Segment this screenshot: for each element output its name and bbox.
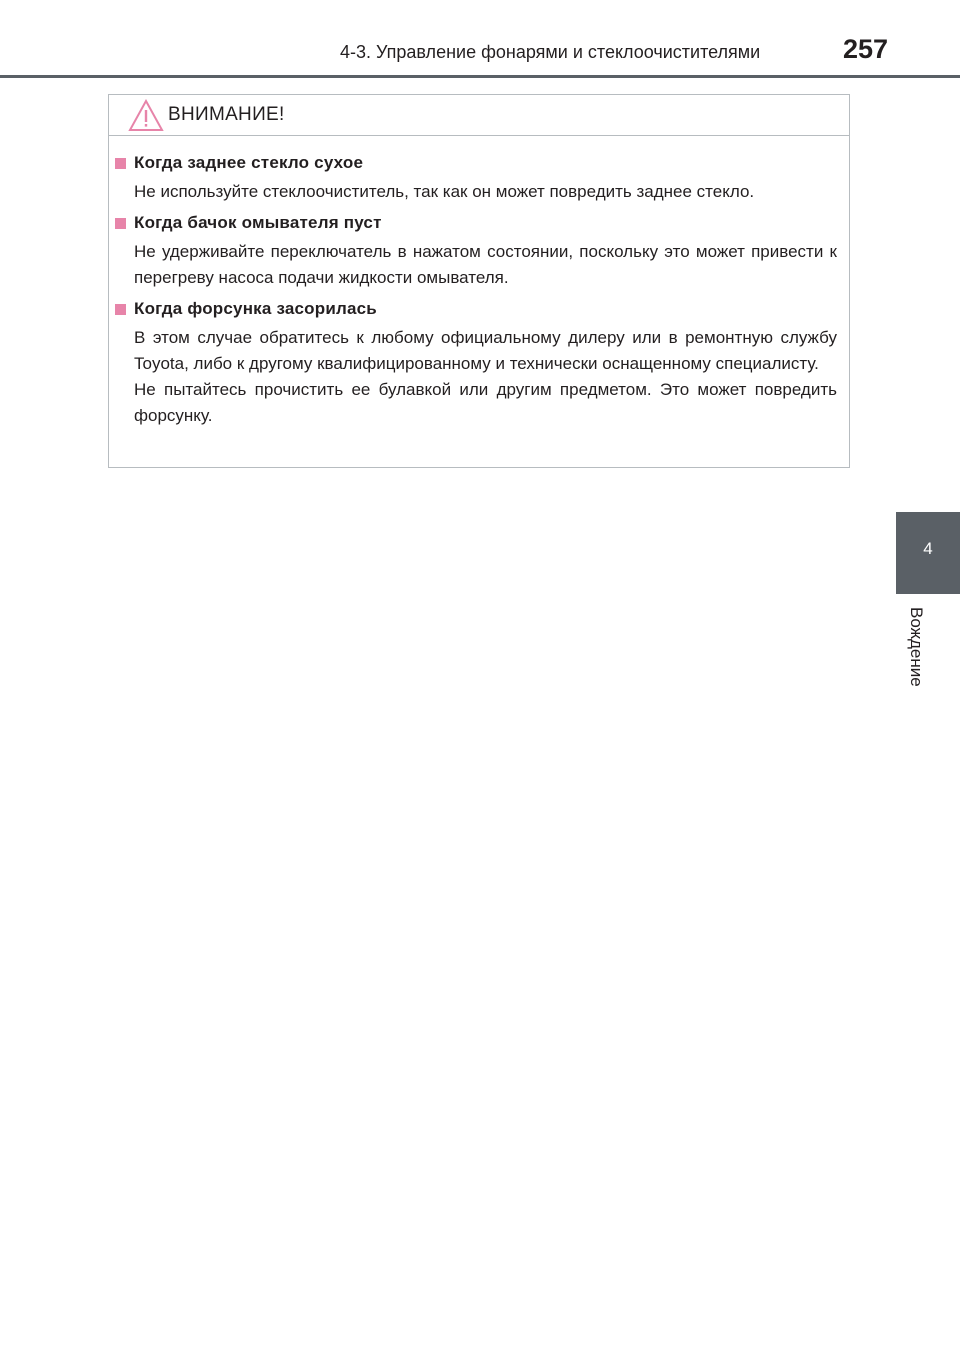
- section-title: Когда заднее стекло сухое: [134, 153, 364, 172]
- section-title: Когда бачок омывателя пуст: [134, 213, 382, 232]
- chapter-tab: [896, 512, 960, 594]
- section-title: Когда форсунка засорилась: [134, 299, 377, 318]
- section-body: [134, 325, 837, 429]
- square-bullet-icon: [115, 158, 126, 169]
- section-paragraph: В этом случае обратитесь к любому официальному дилеру или в ремонтную службу Toyota, либо к другому квалифицированному и технически оснащенному специалисту.: [134, 328, 837, 373]
- section-body: [134, 239, 837, 291]
- square-bullet-icon: [115, 218, 126, 229]
- section-paragraph: Не удерживайте переключатель в нажатом состоянии, поскольку это может привести к перегреву насоса подачи жидкости омывателя.: [134, 242, 837, 287]
- chapter-number: 4: [923, 539, 933, 558]
- warning-triangle-icon: [128, 99, 164, 132]
- section-paragraph: Не пытайтесь прочистить ее булавкой или другим предметом. Это может повредить форсунку.: [134, 380, 837, 425]
- chapter-label: Вождение: [907, 607, 926, 687]
- header-divider: [0, 75, 960, 78]
- page-number: 257: [843, 34, 889, 64]
- header-section-title: 4-3. Управление фонарями и стеклоочистителями: [340, 42, 761, 62]
- warning-header: [109, 95, 849, 136]
- square-bullet-icon: [115, 304, 126, 315]
- warning-box: [108, 94, 850, 468]
- warning-title: ВНИМАНИЕ!: [168, 104, 285, 125]
- section-body: [134, 179, 837, 205]
- section-paragraph: Не используйте стеклоочиститель, так как он может повредить заднее стекло.: [134, 182, 755, 201]
